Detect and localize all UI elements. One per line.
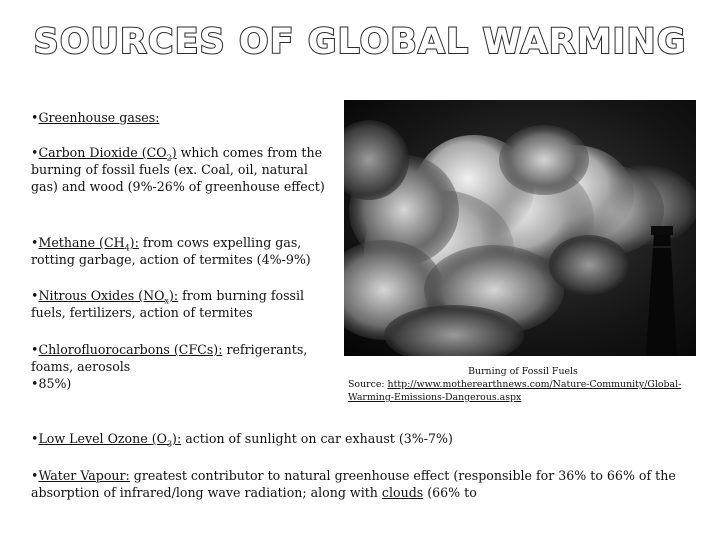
slide-title: SOURCES OF GLOBAL WARMING bbox=[33, 22, 687, 62]
source-link[interactable]: http://www.motherearthnews.com/Nature-Community/Global-Warming-Emissions-Dangerous.aspx bbox=[348, 379, 682, 403]
ozone-text: action of sunlight on car exhaust (3%-7%) bbox=[181, 431, 453, 446]
nitrous-text: from burning fossil fuels, fertilizers, action of termites bbox=[31, 288, 305, 320]
bullet: • bbox=[31, 110, 39, 125]
bullet: • bbox=[31, 431, 39, 446]
co2-text: which comes from the burning of fossil fuels (ex. Coal, oil, natural gas) and wood (9%-26% of greenhouse effect) bbox=[31, 145, 325, 194]
co2-item bbox=[31, 144, 329, 195]
water-text: greatest contributor to natural greenhouse effect (responsible for 36% to 66% of the absorption of infrared/long wave radiation; along with bbox=[31, 468, 676, 500]
water-item bbox=[31, 467, 691, 501]
cfc-item bbox=[31, 341, 321, 392]
ozone-label: Low Level Ozone $(O_3)$: bbox=[38, 431, 182, 449]
co2-label: Carbon Dioxide $(CO_2)$ bbox=[38, 145, 177, 163]
smokestack-photo bbox=[344, 100, 696, 356]
nitrous-item bbox=[31, 287, 321, 321]
bullet: • bbox=[31, 468, 39, 483]
cfc-text: refrigerants, foams, aerosols bbox=[31, 342, 308, 374]
bullet: • bbox=[31, 288, 39, 303]
methane-label: Methane $(CH_4)$: bbox=[38, 235, 139, 253]
bullet: • bbox=[31, 235, 39, 250]
methane-item bbox=[31, 234, 329, 268]
bullet: • bbox=[31, 376, 39, 391]
photo-source: Source: http://www.motherearthnews.com/Nature-Community/Global-Warming-Emissions-Dangerous.aspx bbox=[348, 379, 682, 403]
water-label: Water Vapour: bbox=[38, 468, 130, 483]
cfc-percent: 85%) bbox=[38, 376, 72, 391]
bullet: • bbox=[31, 342, 39, 357]
ozone-item bbox=[31, 430, 691, 447]
greenhouse-heading-label: Greenhouse gases: bbox=[38, 110, 160, 125]
nitrous-label: Nitrous Oxides $(NO_x)$: bbox=[38, 288, 179, 306]
photo-caption bbox=[348, 365, 698, 404]
methane-text: from cows expelling gas, rotting garbage, action of termites (4%-9%) bbox=[31, 235, 311, 267]
cfc-label: Chlorofluorocarbons (CFCs): bbox=[38, 342, 223, 357]
photo-title: Burning of Fossil Fuels bbox=[468, 366, 578, 377]
smokestack-image bbox=[344, 100, 696, 356]
bullet: • bbox=[31, 145, 39, 160]
water-text-end: (66% to bbox=[423, 485, 477, 500]
greenhouse-heading bbox=[31, 109, 159, 126]
clouds-word: clouds bbox=[381, 485, 424, 500]
